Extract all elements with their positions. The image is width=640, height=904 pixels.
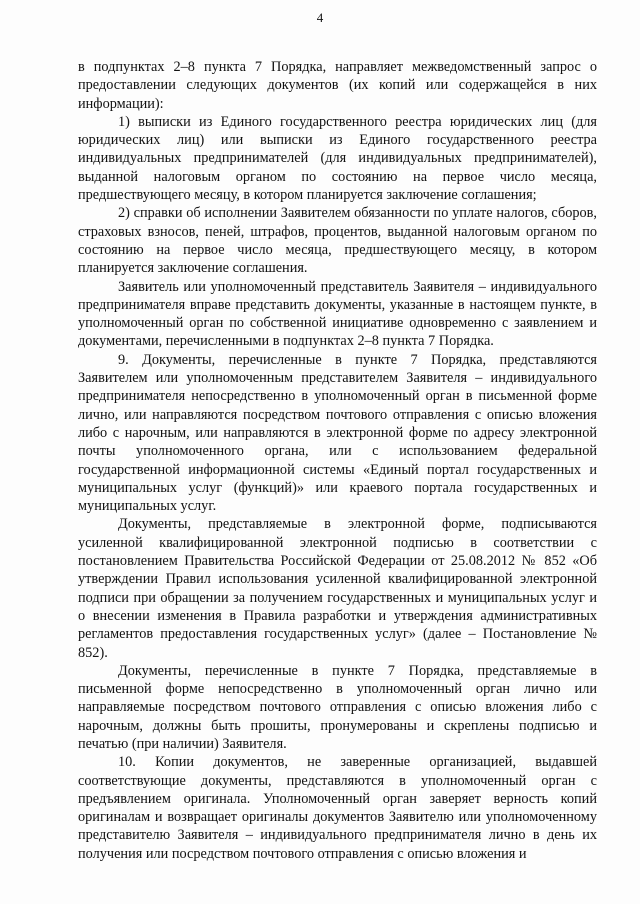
- paragraph-intro: в подпунктах 2–8 пункта 7 Порядка, направляет межведомственный запрос о предоставлении следующих документов (их копий или содержащейся в них информации):: [78, 59, 597, 112]
- document-body: [78, 58, 597, 863]
- paragraph-item-2: 2) справки об исполнении Заявителем обязанности по уплате налогов, сборов, страховых взносов, пеней, штрафов, процентов, выданной налоговым органом по состоянию на первое число месяца, предшествующего месяцу, в котором планируется заключение соглашения.: [78, 205, 597, 277]
- paragraph-clause-10: 10. Копии документов, не заверенные организацией, выдавшей соответствующие документы, представляются в уполномоченный орган с предъявлением оригинала. Уполномоченный орган заверяет верность копий оригиналам и возвращает оригиналы документов Заявителю или уполномоченному представителю Заявителя – индивидуального предпринимателя лично в день их получения или посредством почтового отправления с описью вложения и: [78, 754, 597, 862]
- paragraph-written-documents: Документы, перечисленные в пункте 7 Порядка, представляемые в письменной форме непосредственно в уполномоченный орган лично или направляемые посредством почтового отправления с описью вложения либо с нарочным, должны быть прошиты, пронумерованы и скреплены подписью и печатью (при наличии) Заявителя.: [78, 662, 597, 752]
- paragraph-item-1: 1) выписки из Единого государственного реестра юридических лиц (для юридических лиц) или выписки из Единого государственного реестра индивидуальных предпринимателей (для индивидуальных предпринимателей), выданной налоговым органом по состоянию на первое число месяца, предшествующего месяцу, в котором планируется заключение соглашения;: [78, 113, 597, 204]
- paragraph-electronic-documents: Документы, представляемые в электронной форме, подписываются усиленной квалифицированной электронной подписью в соответствии с постановлением Правительства Российской Федерации от 25.08.2012 № 852 «Об утверждении Правил использования усиленной квалифицированной электронной подписи при обращении за получением государственных и муниципальных услуг и о внесении изменения в Правила разработки и утверждения административных регламентов предоставления государственных услуг» (далее – Постановление № 852).: [78, 516, 597, 661]
- paragraph-clause-9: 9. Документы, перечисленные в пункте 7 Порядка, представляются Заявителем или уполномоченным представителем Заявителя – индивидуального предпринимателя непосредственно в уполномоченный орган в письменной форме лично, или направляются посредством почтового отправления с описью вложения либо с нарочным, или направляются в электронной форме по адресу электронной почты уполномоченного органа, или с использованием федеральной государственной информационной системы «Единый портал государственных и муниципальных услуг (функций)» или краевого портала государственных и муниципальных услуг.: [78, 351, 597, 515]
- page-number: 4: [316, 10, 324, 25]
- paragraph-applicant-right: Заявитель или уполномоченный представитель Заявителя – индивидуального предпринимателя вправе представить документы, указанные в настоящем пункте, в уполномоченный орган по собственной инициативе одновременно с заявлением и документами, перечисленными в подпунктах 2–8 пункта 7 Порядка.: [78, 278, 597, 350]
